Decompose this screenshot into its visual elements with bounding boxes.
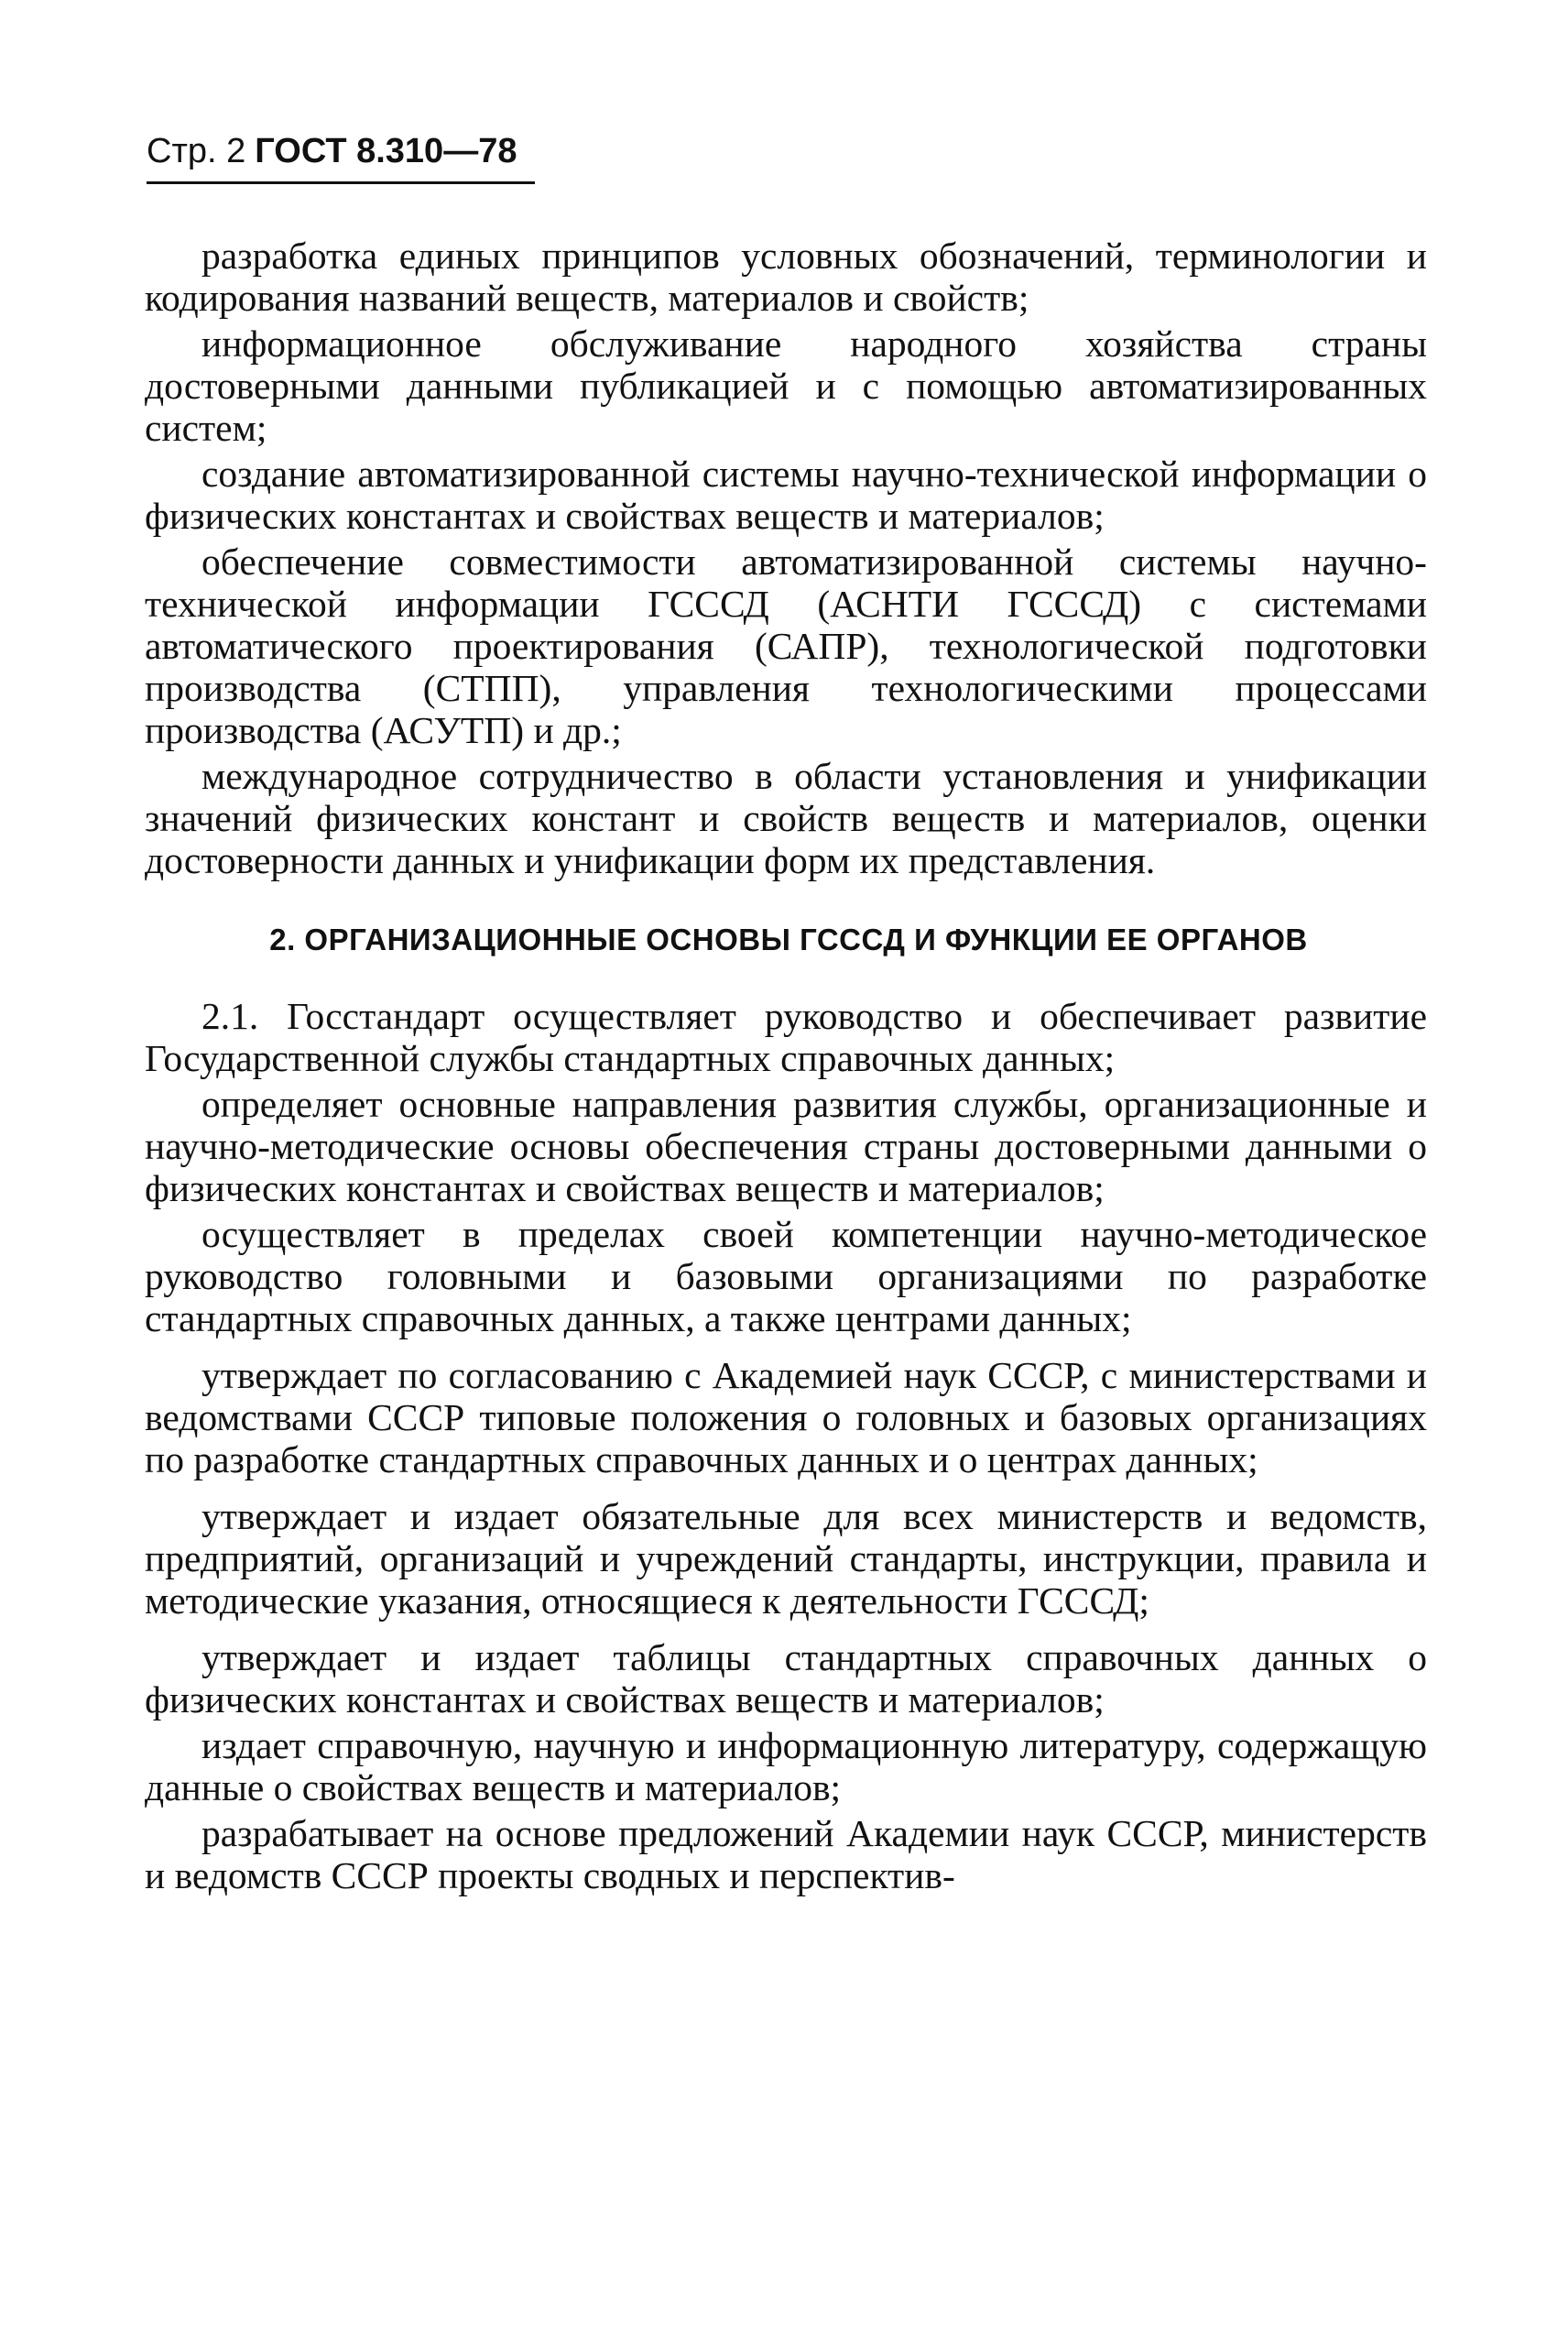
paragraph: утверждает и издает таблицы стандартных справочных данных о физических константах и свойствах веществ и материалов; [145,1636,1427,1721]
section-heading: 2. ОРГАНИЗАЦИОННЫЕ ОСНОВЫ ГСССД И ФУНКЦИИ ЕЕ ОРГАНОВ [269,923,1308,956]
paragraph: издает справочную, научную и информационную литературу, содержащую данные о свойствах веществ и материалов; [145,1724,1427,1808]
paragraph: разработка единых принципов условных обозначений, терминологии и кодирования названий веществ, материалов и свойств; [145,235,1427,319]
paragraph: информационное обслуживание народного хозяйства страны достоверными данными публикацией и с помощью автоматизированных систем; [145,322,1427,449]
paragraph: создание автоматизированной системы научно-технической информации о физических константах и свойствах веществ и материалов; [145,453,1427,537]
paragraph: определяет основные направления развития службы, организационные и научно-методические основы обеспечения страны достоверными данными о физических константах и свойствах веществ и материалов; [145,1083,1427,1209]
paragraph: осуществляет в пределах своей компетенции научно-методическое руководство головными и базовыми организациями по разработке стандартных справочных данных, а также центрами данных; [145,1213,1427,1339]
standard-code: ГОСТ 8.310—78 [255,132,517,170]
paragraph: обеспечение совместимости автоматизированной системы научно-технической информации ГСССД (АСНТИ ГСССД) с системами автоматического проектирования (САПР), технологической подготовки производства (СТПП), управления технологическими процессами производства (АСУТП) и др.; [145,541,1427,751]
header-rule [147,181,535,184]
paragraph: международное сотрудничество в области установления и унификации значений физических констант и свойств веществ и материалов, оценки достоверности данных и унификации форм их представления. [145,755,1427,881]
paragraph: утверждает и издает обязательные для всех министерств и ведомств, предприятий, организаций и учреждений стандарты, инструкции, правила и методические указания, относящиеся к деятельности ГСССД; [145,1495,1427,1622]
paragraph: утверждает по согласованию с Академией наук СССР, с министерствами и ведомствами СССР типовые положения о головных и базовых организациях по разработке стандартных справочных данных и о центрах данных; [145,1354,1427,1480]
document-body [145,235,1427,1900]
paragraph: разрабатывает на основе предложений Академии наук СССР, министерств и ведомств СССР проекты сводных и перспектив- [145,1812,1427,1896]
page-header [147,130,540,172]
paragraph: 2.1. Госстандарт осуществляет руководство и обеспечивает развитие Государственной службы стандартных справочных данных; [145,995,1427,1079]
page-number: Стр. 2 [147,132,246,170]
